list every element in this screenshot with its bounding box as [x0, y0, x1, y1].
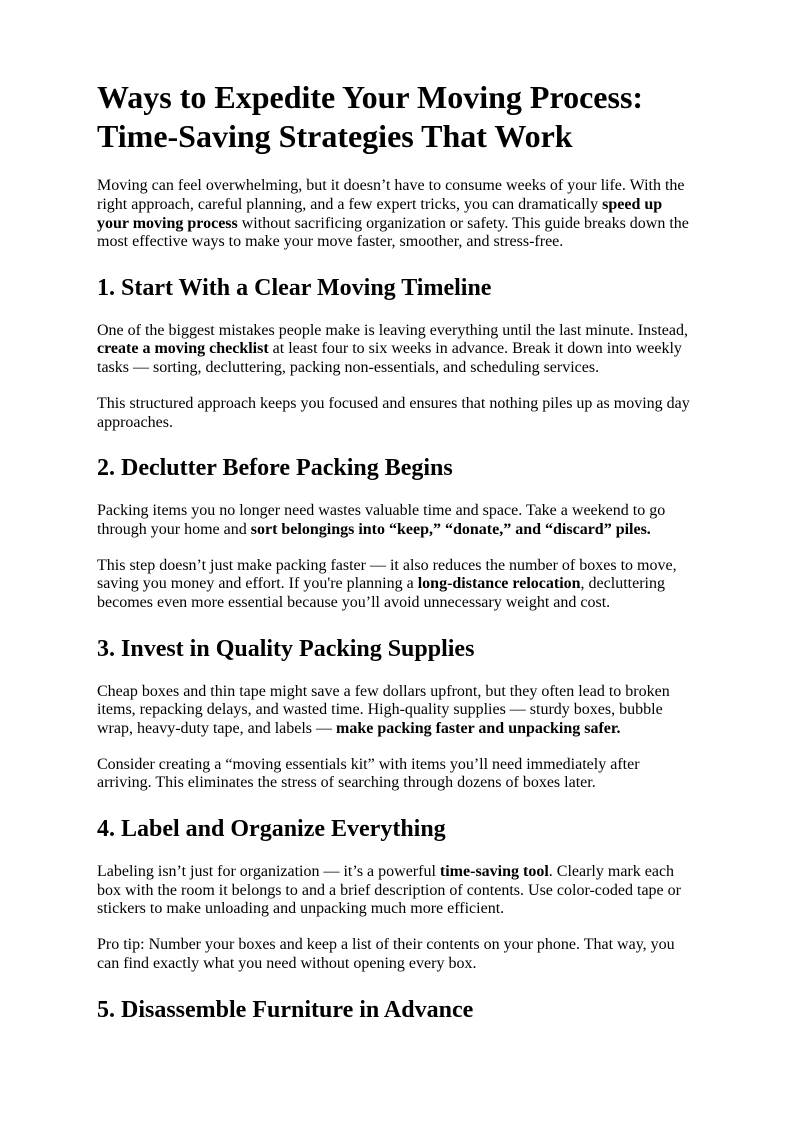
- bold-text: time-saving tool: [439, 862, 549, 880]
- paragraph: One of the biggest mistakes people make is leaving everything until the last minute. Instead, create a moving checklist at least four to six weeks in advance. Break it down into weekly tasks — sorting, decluttering, packing non-essentials, and scheduling services.: [97, 321, 688, 377]
- paragraph: Labeling isn’t just for organization — it’s a powerful time-saving tool. Clearly mark each box with the room it belongs to and a brief description of contents. Use color-coded tape or stickers to make unloading and unpacking much more efficient.: [97, 862, 681, 918]
- section-heading: 2. Declutter Before Packing Begins: [97, 455, 453, 482]
- page-title: Ways to Expedite Your Moving Process: Time-Saving Strategies That Work: [97, 79, 644, 155]
- section-heading: 1. Start With a Clear Moving Timeline: [97, 274, 492, 301]
- intro-paragraph: Moving can feel overwhelming, but it doesn’t have to consume weeks of your life. With the right approach, careful planning, and a few expert tricks, you can dramatically speed up your moving process without sacrificing organization or safety. This guide breaks down the most effective ways to make your move faster, smoother, and stress-free.: [97, 177, 689, 251]
- bold-text: create a moving checklist: [97, 340, 269, 358]
- document-body: [97, 274, 697, 1024]
- paragraph: Packing items you no longer need wastes valuable time and space. Take a weekend to go through your home and sort belongings into “keep,” “donate,” and “discard” piles.: [97, 502, 666, 538]
- paragraph: Pro tip: Number your boxes and keep a list of their contents on your phone. That way, you can find exactly what you need without opening every box.: [97, 936, 675, 972]
- bold-text: long-distance relocation: [417, 575, 581, 593]
- paragraph: This structured approach keeps you focused and ensures that nothing piles up as moving day approaches.: [97, 394, 690, 431]
- section-heading: 3. Invest in Quality Packing Supplies: [97, 635, 475, 662]
- paragraph: Cheap boxes and thin tape might save a few dollars upfront, but they often lead to broken items, repacking delays, and wasted time. High-quality supplies — sturdy boxes, bubble wrap, heavy-duty tape, and labels — make packing faster and unpacking safer.: [97, 682, 670, 737]
- section-heading: 5. Disassemble Furniture in Advance: [97, 996, 474, 1023]
- section-heading: 4. Label and Organize Everything: [97, 816, 446, 843]
- bold-text: sort belongings into “keep,” “donate,” and “discard” piles.: [250, 520, 651, 538]
- paragraph: Consider creating a “moving essentials kit” with items you’ll need immediately after arriving. This eliminates the stress of searching through dozens of boxes later.: [97, 755, 640, 792]
- paragraph: This step doesn’t just make packing faster — it also reduces the number of boxes to move, saving you money and effort. If you're planning a long-distance relocation, decluttering becomes even more essential because you’ll avoid unnecessary weight and cost.: [97, 556, 677, 611]
- bold-text: speed up your moving process: [97, 195, 663, 232]
- bold-text: make packing faster and unpacking safer.: [336, 719, 621, 737]
